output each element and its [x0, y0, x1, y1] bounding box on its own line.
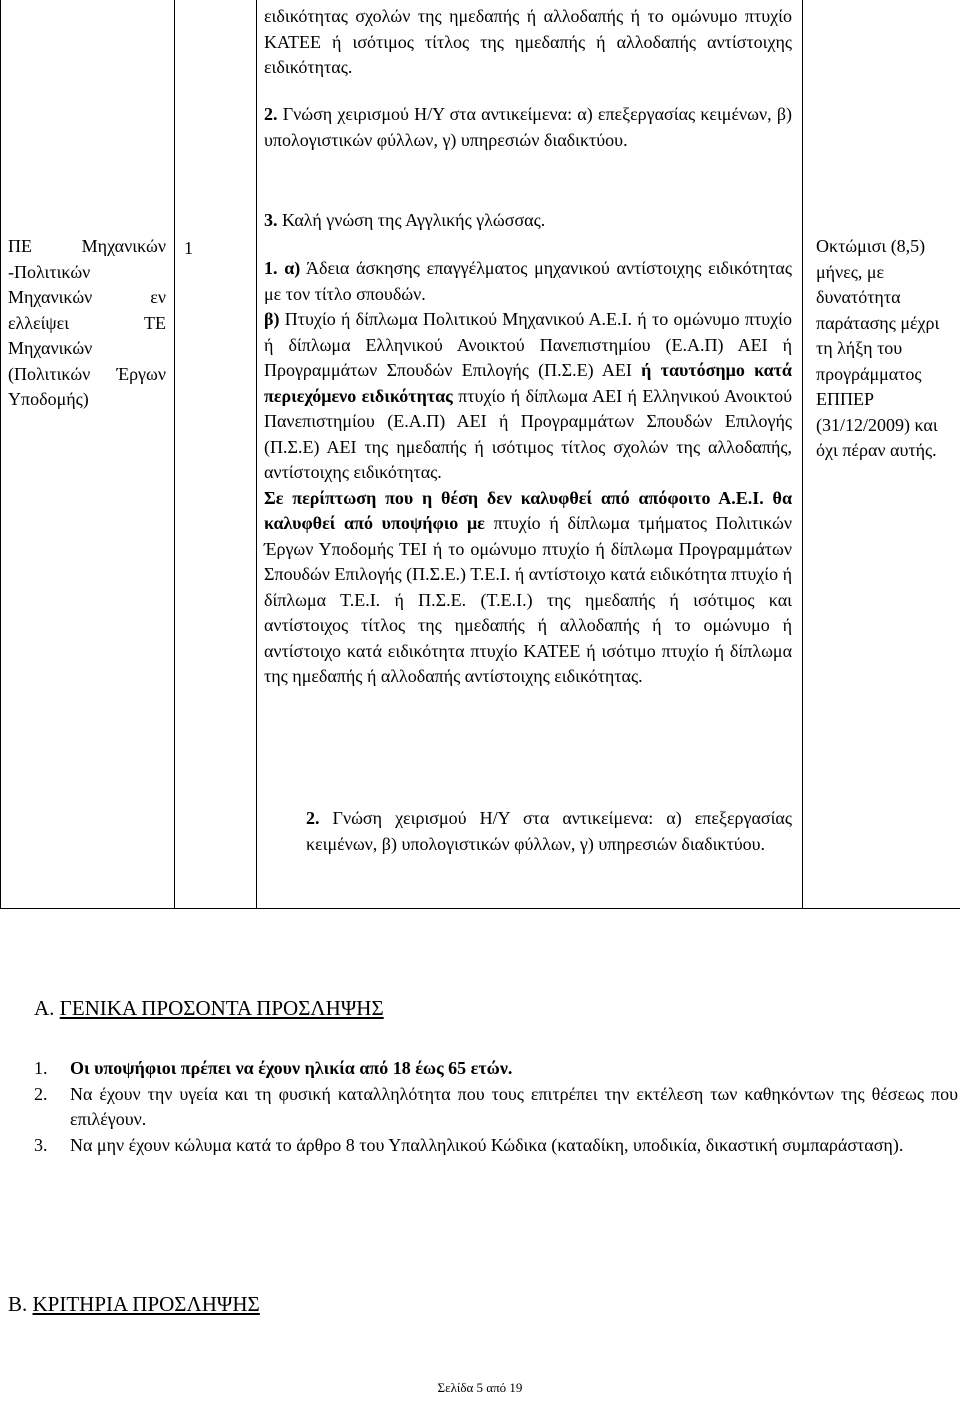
page-footer: Σελίδα 5 από 19 — [437, 1380, 523, 1395]
computer-skills-item — [264, 102, 792, 153]
qualifications-block — [264, 256, 792, 690]
section-b-title: ΚΡΙΤΗΡΙΑ ΠΡΟΣΛΗΨΗΣ — [32, 1292, 260, 1316]
specialty-label: ΠΕ Μηχανικών -Πολιτικών Μηχανικών εν ελλείψει ΤΕ Μηχανικών (Πολιτικών Έργων Υποδομής) — [8, 236, 166, 409]
section-a-prefix: Α. — [34, 996, 60, 1020]
item-number: 3. — [264, 210, 278, 230]
computer-skills-item-2 — [306, 806, 792, 857]
general-qualifications-list — [34, 1056, 958, 1158]
list-item-text: Οι υποψήφιοι πρέπει να έχουν ηλικία από 18 έως 65 ετών. — [70, 1058, 513, 1078]
degree-label: β) — [264, 309, 280, 329]
section-a-title: ΓΕΝΙΚΑ ΠΡΟΣΟΝΤΑ ΠΡΟΣΛΗΨΗΣ — [59, 996, 384, 1020]
contract-duration: Οκτώμισι (8,5) μήνες, με δυνατότητα παράτασης μέχρι τη λήξη του προγράμματος ΕΠΠΕΡ (31/12/2009) και όχι πέραν αυτής. — [816, 236, 940, 460]
section-a-heading — [34, 993, 384, 1023]
item-text: Καλή γνώση της Αγγλικής γλώσσας. — [277, 210, 546, 230]
list-item-text: Να μην έχουν κώλυμα κατά το άρθρο 8 του Υπαλληλικού Κώδικα (καταδίκη, υποδικία, δικαστική συμπαράσταση). — [70, 1134, 904, 1155]
position-count: 1 — [184, 238, 193, 258]
fallback-condition: Σε περίπτωση που η θέση δεν καλυφθεί από απόφοιτο Α.Ε.Ι. θα καλυφθεί από υποψήφιο με — [264, 487, 792, 533]
item-text: Γνώση χειρισμού Η/Υ στα αντικείμενα: α) επεξεργασίας κειμένων, β) υπολογιστικών φύλλων, γ) υπηρεσιών διαδικτύου. — [264, 104, 792, 150]
table-cell-count — [175, 0, 257, 908]
degree-text: Πτυχίο ή δίπλωμα Πολιτικού Μηχανικού Α.Ε.Ι. ή το ομώνυμο πτυχίο ή δίπλωμα Ελληνικού Ανοικτού Πανεπιστημίου (Ε.Α.Π) ΑΕΙ ή Προγραμμάτων Σπουδών Επιλογής (Π.Σ.Ε) ΑΕΙ — [264, 309, 792, 380]
list-item-number: 3. — [34, 1134, 48, 1155]
item-number: 1. — [264, 258, 278, 278]
list-item — [34, 1133, 958, 1159]
english-skills-item — [264, 208, 792, 234]
list-item-text: Να έχουν την υγεία και τη φυσική καταλληλότητα που τους επιτρέπει την εκτέλεση των καθηκόντων της θέσεως που επιλέγουν. — [70, 1083, 958, 1129]
license-text: Άδεια άσκησης επαγγέλματος μηχανικού αντίστοιχης ειδικότητας με τον τίτλο σπουδών. — [264, 258, 792, 304]
degree-bold: ή ταυτόσημο κατά περιεχόμενο ειδικότητας — [264, 360, 792, 406]
item-number: 2. — [306, 808, 320, 828]
list-item — [34, 1082, 958, 1133]
item-text: Γνώση χειρισμού Η/Υ στα αντικείμενα: α) επεξεργασίας κειμένων, β) υπολογιστικών φύλλων, γ) υπηρεσιών διαδικτύου. — [306, 808, 792, 854]
fallback-text: πτυχίο ή δίπλωμα τμήματος Πολιτικών Έργων Υποδομής ΤΕΙ ή το ομώνυμο πτυχίο ή δίπλωμα Προγραμμάτων Σπουδών Επιλογής (Π.Σ.Ε.) Τ.Ε.Ι. ή αντίστοιχο κατά ειδικότητα πτυχίο ή δίπλωμα Τ.Ε.Ι. ή Π.Σ.Ε. (Τ.Ε.Ι.) της ημεδαπής ή ισότιμος και αντίστοιχος τίτλος της ημεδαπής ή αλλοδαπής ή το ομώνυμο ή αντίστοιχο κατά ειδικότητα πτυχίο ΚΑΤΕΕ ή ισότιμο πτυχίο ή δίπλωμα της ημεδαπής ή αλλοδαπής αντίστοιχης ειδικότητας. — [264, 513, 793, 686]
qualification-continuation: ειδικότητας σχολών της ημεδαπής ή αλλοδαπής ή το ομώνυμο πτυχίο ΚΑΤΕΕ ή ισότιμος τίτλος της ημεδαπής ή αλλοδαπής αντίστοιχης ειδικότητας. — [264, 6, 792, 77]
list-item-number: 2. — [34, 1083, 48, 1104]
list-item — [34, 1056, 958, 1082]
degree-text-continued: πτυχίο ή δίπλωμα ΑΕΙ ή Ελληνικού Ανοικτού Πανεπιστημίου (Ε.Α.Π) ΑΕΙ ή Προγραμμάτων Σπουδών Επιλογής (Π.Σ.Ε) ΑΕΙ της ημεδαπής ή ισότιμος τίτλος σχολών της αλλοδαπής, αντίστοιχης ειδικότητας. — [264, 385, 792, 482]
section-b-heading — [8, 1289, 260, 1319]
section-b-prefix: Β. — [8, 1292, 33, 1316]
license-label: α) — [277, 258, 301, 278]
item-number: 2. — [264, 104, 278, 124]
list-item-number: 1. — [34, 1058, 48, 1078]
table-cell-specialty — [1, 0, 175, 908]
